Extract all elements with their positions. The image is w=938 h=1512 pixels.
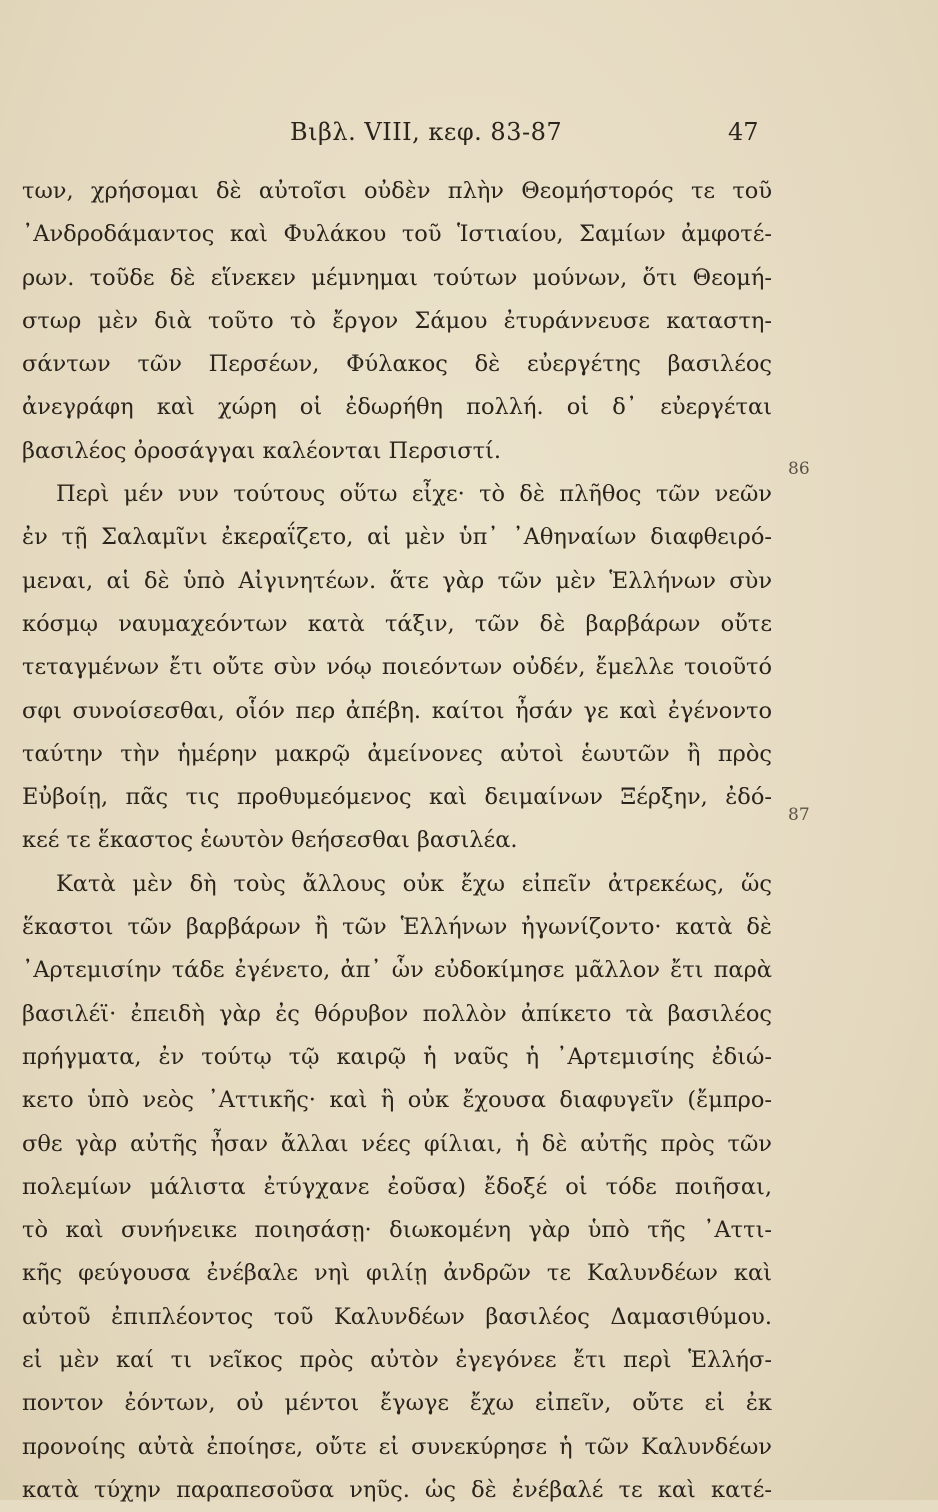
text-line: σάντων τῶν Περσέων, Φύλακος δὲ εὐεργέτης βασιλέος (22, 351, 772, 378)
text-line: ᾿Ανδροδάμαντος καὶ Φυλάκου τοῦ Ἱστιαίου, Σαμίων ἀμφοτέ- (22, 221, 772, 248)
text-line: μεναι, αἱ δὲ ὑπὸ Αἰγινητέων. ἅτε γὰρ τῶν μὲν Ἑλλήνων σὺν (22, 567, 772, 594)
text-line: κεέ τε ἕκαστος ἑωυτὸν θεήσεσθαι βασιλέα. (22, 827, 518, 854)
chapter-number-87: 87 (788, 805, 810, 825)
text-line: βασιλέος ὀροσάγγαι καλέονται Περσιστί. (22, 437, 502, 464)
text-line: ρων. τοῦδε δὲ εἵνεκεν μέμνημαι τούτων μούνων, ὅτι Θεομή- (22, 264, 772, 291)
text-line: τεταγμένων ἔτι οὔτε σὺν νόῳ ποιεόντων οὐδέν, ἔμελλε τοιοῦτό (22, 654, 772, 681)
text-line: ταύτην τὴν ἡμέρην μακρῷ ἀμείνονες αὐτοὶ ἑωυτῶν ἢ πρὸς (22, 740, 772, 767)
text-line: ἕκαστοι τῶν βαρβάρων ἢ τῶν Ἑλλήνων ἠγωνίζοντο· κατὰ δὲ (22, 914, 772, 941)
text-line: ποντον ἐόντων, οὐ μέντοι ἔγωγε ἔχω εἰπεῖν, οὔτε εἰ ἐκ (22, 1390, 772, 1417)
text-line: σθε γὰρ αὐτῆς ἦσαν ἄλλαι νέες φίλιαι, ἡ δὲ αὐτῆς πρὸς τῶν (22, 1130, 772, 1157)
text-line: ἐν τῇ Σαλαμῖνι ἐκεραΐζετο, αἱ μὲν ὑπ᾿ ᾿Αθηναίων διαφθειρό- (22, 524, 772, 551)
text-line: στωρ μὲν διὰ τοῦτο τὸ ἔργον Σάμου ἐτυράννευσε καταστη- (22, 307, 772, 334)
text-line: κατὰ τύχην παραπεσοῦσα νηῦς. ὡς δὲ ἐνέβαλέ τε καὶ κατέ- (22, 1476, 772, 1503)
chapter-number-86: 86 (788, 459, 810, 479)
text-line: εἰ μὲν καί τι νεῖκος πρὸς αὐτὸν ἐγεγόνεε ἔτι περὶ Ἑλλήσ- (22, 1347, 772, 1374)
paragraph-start-line: Κατὰ μὲν δὴ τοὺς ἄλλους οὐκ ἔχω εἰπεῖν ἀτρεκέως, ὥς (56, 870, 772, 897)
text-line: αὐτοῦ ἐπιπλέοντος τοῦ Καλυνδέων βασιλέος Δαμασιθύμου. (22, 1303, 772, 1330)
text-line: σφι συνοίσεσθαι, οἷόν περ ἀπέβη. καίτοι ἦσάν γε καὶ ἐγένοντο (22, 697, 772, 724)
text-line: προνοίης αὐτὰ ἐποίησε, οὔτε εἰ συνεκύρησε ἡ τῶν Καλυνδέων (22, 1433, 772, 1460)
running-head: Βιβλ. VIII, κεφ. 83-87 (290, 118, 563, 146)
text-line: πολεμίων μάλιστα ἐτύγχανε ἐοῦσα) ἔδοξέ οἱ τόδε ποιῆσαι, (22, 1173, 772, 1200)
text-line: κῆς φεύγουσα ἐνέβαλε νηὶ φιλίῃ ἀνδρῶν τε Καλυνδέων καὶ (22, 1260, 772, 1287)
page-number: 47 (728, 118, 759, 146)
paragraph-start-line: Περὶ μέν νυν τούτους οὕτω εἶχε· τὸ δὲ πλῆθος τῶν νεῶν (56, 481, 772, 508)
body-text (22, 170, 772, 1512)
page-header (0, 118, 938, 158)
text-line: κετο ὑπὸ νεὸς ᾿Αττικῆς· καὶ ἣ οὐκ ἔχουσα διαφυγεῖν (ἔμπρο- (22, 1087, 772, 1114)
text-line: Εὐβοίῃ, πᾶς τις προθυμεόμενος καὶ δειμαίνων Ξέρξην, ἐδό- (22, 784, 772, 811)
text-line: ᾿Αρτεμισίην τάδε ἐγένετο, ἀπ᾿ ὧν εὐδοκίμησε μᾶλλον ἔτι παρὰ (22, 957, 772, 984)
text-line: κόσμῳ ναυμαχεόντων κατὰ τάξιν, τῶν δὲ βαρβάρων οὔτε (22, 610, 772, 637)
text-line: των, χρήσομαι δὲ αὐτοῖσι οὐδὲν πλὴν Θεομήστορός τε τοῦ (22, 178, 772, 204)
text-line: πρήγματα, ἐν τούτῳ τῷ καιρῷ ἡ ναῦς ἡ ᾿Αρτεμισίης ἐδιώ- (22, 1043, 772, 1070)
text-line: τὸ καὶ συνήνεικε ποιησάσῃ· διωκομένη γὰρ ὑπὸ τῆς ᾿Αττι- (22, 1217, 772, 1244)
text-line: βασιλέϊ· ἐπειδὴ γὰρ ἐς θόρυβον πολλὸν ἀπίκετο τὰ βασιλέος (22, 1000, 772, 1027)
text-line: ἀνεγράφη καὶ χώρη οἱ ἐδωρήθη πολλή. οἱ δ᾿ εὐεργέται (22, 394, 772, 421)
